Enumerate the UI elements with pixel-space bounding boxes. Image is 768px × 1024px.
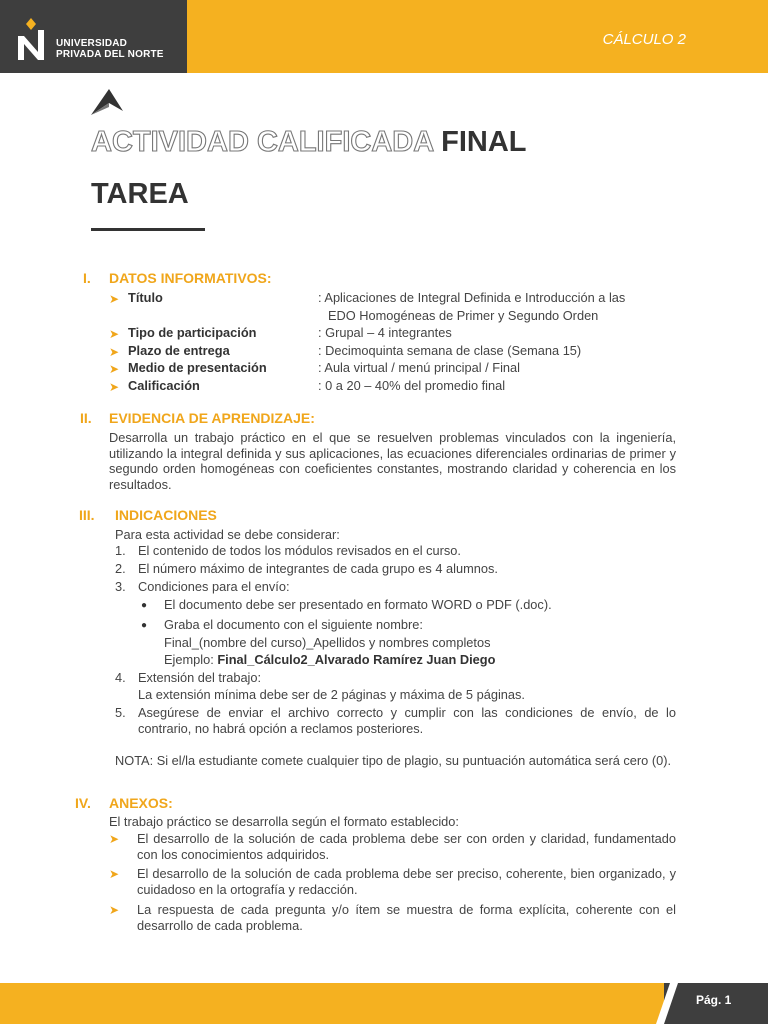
page-subtitle: TAREA bbox=[91, 178, 189, 210]
section-4-heading bbox=[75, 795, 173, 811]
evidencia-paragraph: Desarrolla un trabajo práctico en el que se resuelven problemas vinculados con la ingeniería, utilizando la integral definida y sus aplicaciones, las ecuaciones diferenciales ordinarias de primer y segundo orden homogéneas con coeficientes constantes, mostrando claridad y coherencia en los resultados. bbox=[109, 430, 676, 492]
medio-label: Medio de presentación bbox=[128, 360, 267, 375]
indicaciones-intro: Para esta actividad se debe considerar: bbox=[115, 527, 340, 542]
list-item: La respuesta de cada pregunta y/o ítem se muestra de forma explícita, coherente con el desarrollo de cada problema. bbox=[137, 902, 676, 933]
logo-text bbox=[56, 38, 164, 60]
chevron-right-icon: ➤ bbox=[109, 362, 120, 376]
title-final: FINAL bbox=[441, 126, 527, 158]
title-outline: ACTIVIDAD CALIFICADA bbox=[91, 126, 434, 158]
section-3-heading bbox=[79, 507, 217, 523]
nota-paragraph: NOTA: Si el/la estudiante comete cualquier tipo de plagio, su puntuación automática será cero (0). bbox=[115, 753, 672, 768]
chevron-right-icon: ➤ bbox=[109, 867, 120, 881]
list-item: Extensión del trabajo: bbox=[138, 670, 262, 685]
footer-slash-decor bbox=[656, 983, 678, 1024]
chevron-right-icon: ➤ bbox=[109, 380, 120, 394]
section-1-title: DATOS INFORMATIVOS: bbox=[109, 270, 272, 286]
list-number: 3. bbox=[115, 579, 126, 594]
logo-line1: UNIVERSIDAD bbox=[56, 38, 128, 49]
list-item: Condiciones para el envío: bbox=[138, 579, 290, 594]
list-item: El desarrollo de la solución de cada problema debe ser con orden y claridad, fundamentado con los conocimientos adquiridos. bbox=[137, 831, 676, 862]
upn-logo-icon bbox=[14, 16, 50, 62]
list-number: 2. bbox=[115, 561, 126, 576]
list-item-example bbox=[164, 652, 495, 668]
chevron-right-icon: ➤ bbox=[109, 832, 120, 846]
section-4-number: IV. bbox=[75, 795, 91, 811]
section-2-heading bbox=[80, 410, 315, 426]
section-1-number: I. bbox=[83, 270, 91, 286]
medio-value: : Aula virtual / menú principal / Final bbox=[318, 360, 521, 375]
section-3-number: III. bbox=[79, 507, 95, 523]
list-number: 1. bbox=[115, 543, 126, 558]
chevron-right-icon: ➤ bbox=[109, 327, 120, 341]
page-number: Pág. 1 bbox=[696, 993, 732, 1007]
calificacion-value: : 0 a 20 – 40% del promedio final bbox=[318, 378, 506, 393]
chevron-right-icon: ➤ bbox=[109, 903, 120, 917]
list-item: Graba el documento con el siguiente nombre: bbox=[164, 617, 423, 632]
section-3-title: INDICACIONES bbox=[115, 507, 217, 523]
list-number: 5. bbox=[115, 705, 126, 720]
plazo-label: Plazo de entrega bbox=[128, 343, 230, 358]
chevron-right-icon: ➤ bbox=[109, 345, 120, 359]
list-item: La extensión mínima debe ser de 2 páginas y máxima de 5 páginas. bbox=[138, 687, 525, 702]
title-underline bbox=[91, 228, 205, 231]
chevron-right-icon: ➤ bbox=[109, 292, 120, 306]
titulo-value-2: EDO Homogéneas de Primer y Segundo Orden bbox=[328, 308, 599, 323]
list-item: Final_(nombre del curso)_Apellidos y nombres completos bbox=[164, 635, 491, 650]
calificacion-label: Calificación bbox=[128, 378, 200, 393]
example-filename: Final_Cálculo2_Alvarado Ramírez Juan Diego bbox=[217, 652, 496, 667]
section-2-number: II. bbox=[80, 410, 92, 426]
section-1-heading bbox=[83, 270, 272, 286]
course-name: CÁLCULO 2 bbox=[602, 31, 686, 48]
tipo-value: : Grupal – 4 integrantes bbox=[318, 325, 452, 340]
list-item: El número máximo de integrantes de cada grupo es 4 alumnos. bbox=[138, 561, 498, 576]
list-item: El desarrollo de la solución de cada problema debe ser preciso, coherente, bien organizado, y cuidadoso en la ortografía y redacción. bbox=[137, 866, 676, 897]
list-number: 4. bbox=[115, 670, 126, 685]
titulo-value-1: : Aplicaciones de Integral Definida e Introducción a las bbox=[318, 290, 626, 305]
page-title bbox=[91, 126, 527, 159]
section-4-title: ANEXOS: bbox=[109, 795, 173, 811]
list-item: El documento debe ser presentado en formato WORD o PDF (.doc). bbox=[164, 597, 552, 612]
example-label: Ejemplo: bbox=[164, 652, 218, 667]
list-item: El contenido de todos los módulos revisados en el curso. bbox=[138, 543, 461, 558]
arrow-icon bbox=[89, 87, 125, 117]
footer-bar bbox=[0, 983, 768, 1024]
section-2-title: EVIDENCIA DE APRENDIZAJE: bbox=[109, 410, 315, 426]
logo bbox=[0, 0, 187, 73]
tipo-label: Tipo de participación bbox=[128, 325, 257, 340]
titulo-label: Título bbox=[128, 290, 163, 305]
plazo-value: : Decimoquinta semana de clase (Semana 15) bbox=[318, 343, 582, 358]
bullet-dot: ● bbox=[141, 620, 148, 631]
bullet-dot: ● bbox=[141, 600, 148, 611]
logo-line2: PRIVADA DEL NORTE bbox=[56, 49, 164, 60]
list-item: Asegúrese de enviar el archivo correcto y cumplir con las condiciones de envío, de lo contrario, no habrá opción a reclamos posteriores. bbox=[138, 705, 676, 736]
anexos-intro: El trabajo práctico se desarrolla según el formato establecido: bbox=[109, 814, 459, 829]
